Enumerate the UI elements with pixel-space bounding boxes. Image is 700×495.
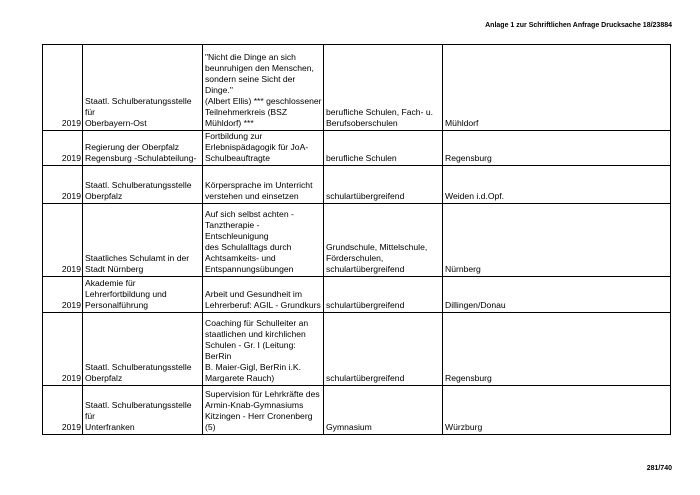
school-type-cell: schulartübergreifend [324, 313, 443, 386]
place-cell: Dillingen/Donau [443, 277, 671, 313]
institution-cell: Staatl. Schulberatungsstelle Oberpfalz [83, 166, 203, 204]
training-table [42, 44, 671, 435]
school-type-cell: Gymnasium [324, 386, 443, 435]
table-row [43, 45, 671, 131]
place-cell: Mühldorf [443, 45, 671, 131]
institution-cell: Staatl. Schulberatungsstelle für Unterfranken [83, 386, 203, 435]
institution-cell: Akademie für Lehrerfortbildung und Personalführung [83, 277, 203, 313]
year-cell: 2019 [43, 277, 83, 313]
place-cell: Regensburg [443, 313, 671, 386]
year-cell: 2019 [43, 313, 83, 386]
place-cell: Nürnberg [443, 204, 671, 277]
school-type-cell: berufliche Schulen, Fach- u. Berufsoberschulen [324, 45, 443, 131]
title-cell: Auf sich selbst achten - Tanztherapie - Entschleunigung des Schulalltags durch Achtsamkeits- und Entspannungsübungen [203, 204, 324, 277]
title-cell: Arbeit und Gesundheit im Lehrerberuf: AGIL - Grundkurs [203, 277, 324, 313]
table-row [43, 204, 671, 277]
institution-cell: Staatliches Schulamt in der Stadt Nürnberg [83, 204, 203, 277]
title-cell: Coaching für Schulleiter an staatlichen und kirchlichen Schulen - Gr. I (Leitung: BerRin B. Maier-Gigl, BerRin i.K. Margarete Rauch) [203, 313, 324, 386]
page-number: 281/740 [646, 465, 672, 472]
title-cell: Supervision für Lehrkräfte des Armin-Knab-Gymnasiums Kitzingen - Herr Cronenberg (5) [203, 386, 324, 435]
table-row [43, 277, 671, 313]
institution-cell: Staatl. Schulberatungsstelle Oberpfalz [83, 313, 203, 386]
title-cell: Körpersprache im Unterricht verstehen und einsetzen [203, 166, 324, 204]
year-cell: 2019 [43, 166, 83, 204]
table-row [43, 386, 671, 435]
place-cell: Regensburg [443, 131, 671, 166]
place-cell: Weiden i.d.Opf. [443, 166, 671, 204]
school-type-cell: berufliche Schulen [324, 131, 443, 166]
place-cell: Würzburg [443, 386, 671, 435]
table-row [43, 166, 671, 204]
title-cell: Fortbildung zur Erlebnispädagogik für JoA- Schulbeauftragte [203, 131, 324, 166]
year-cell: 2019 [43, 45, 83, 131]
title-cell: "Nicht die Dinge an sich beunruhigen den Menschen, sondern seine Sicht der Dinge." (Albert Ellis) *** geschlossener Teilnehmerkreis (BSZ Mühldorf) *** [203, 45, 324, 131]
year-cell: 2019 [43, 131, 83, 166]
institution-cell: Staatl. Schulberatungsstelle für Oberbayern-Ost [83, 45, 203, 131]
school-type-cell: schulartübergreifend [324, 166, 443, 204]
year-cell: 2019 [43, 386, 83, 435]
document-header: Anlage 1 zur Schriftlichen Anfrage Drucksache 18/23884 [485, 22, 672, 29]
table-row [43, 313, 671, 386]
year-cell: 2019 [43, 204, 83, 277]
table-row [43, 131, 671, 166]
school-type-cell: Grundschule, Mittelschule, Förderschulen, schulartübergreifend [324, 204, 443, 277]
school-type-cell: schulartübergreifend [324, 277, 443, 313]
institution-cell: Regierung der Oberpfalz Regensburg -Schulabteilung- [83, 131, 203, 166]
